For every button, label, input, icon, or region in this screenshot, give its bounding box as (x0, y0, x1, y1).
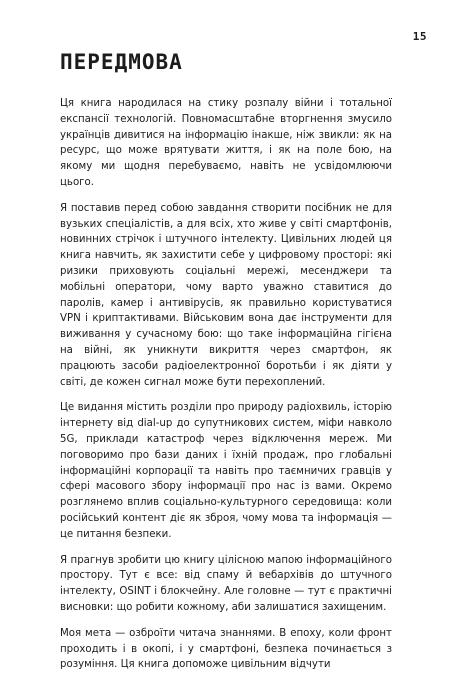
paragraph-1: Ця книга народилася на стику розпалу війни і тотальної експансії технологій. Повномасштабне вторгнення змусило українців дивитися на інформацію інакше, ніж звикли: як на ресурс, що може врятувати життя, і як на поле бою, на якому ми щодня перебуваємо, навіть не усвідомлюючи цього. (60, 98, 392, 188)
page-number: 15 (412, 30, 427, 43)
paragraph-5: Моя мета — озброїти читача знаннями. В епоху, коли фронт проходить і в окопі, і у смартфоні, безпека починається з розуміння. Ця книга допоможе цивільним відчути (60, 627, 392, 671)
page-title: ПЕРЕДМОВА (60, 50, 183, 74)
paragraph-4: Я прагнув зробити цю книгу цілісною мапою інформаційного простору. Тут є все: від спаму й вебархівів до штучного інтелекту, OSINT і блокчейну. Але головне — тут є практичні висновки: що робити кожному, аби залишатися захищеним. (60, 554, 392, 613)
body-text (60, 96, 392, 683)
paragraph-3: Це видання містить розділи про природу радіохвиль, історію інтернету від dial-up до супутникових систем, міфи навколо 5G, приклади катастроф через відключення мереж. Ми поговоримо про бази даних і їхній продаж, про глобальні інформаційні корпорації та навіть про таємничих гравців у сфері масового збору інформації про нас із вами. Окремо розглянемо вплив соціально-культурного середовища: коли російський контент діє як зброя, чому мова та інформація — це питання безпеки. (60, 402, 392, 540)
paragraph-2: Я поставив перед собою завдання створити посібник не для вузьких спеціалістів, а для всіх, хто живе у світі смартфонів, новинних стрічок і штучного інтелекту. Цивільних людей ця книга навчить, як захистити себе у цифровому просторі: які ризики приховують соціальні мережі, месенджери та мобільні оператори, чому варто уважно ставитися до паролів, камер і антивірусів, як правильно користуватися VPN і криптактивами. Військовим вона дає інструменти для виживання у сучасному бою: що таке інформаційна гігієна на війні, як уникнути викриття через смартфон, як працюють засоби радіоелектронної боротьби і як діяти у світі, де кожен сигнал може бути перехоплений. (60, 202, 392, 388)
